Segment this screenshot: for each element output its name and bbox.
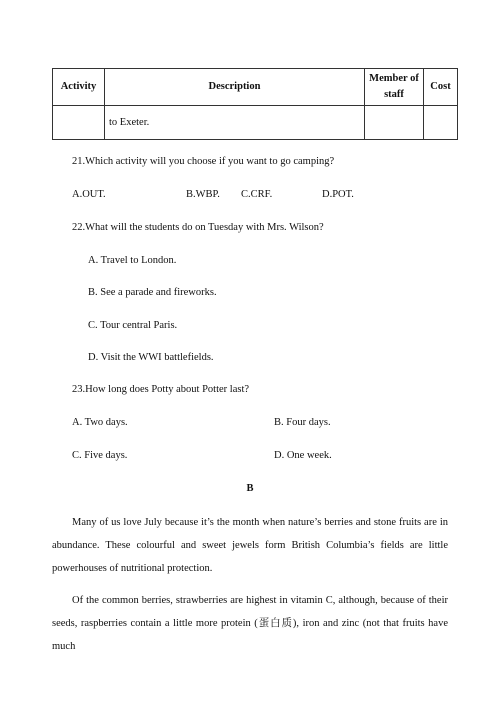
q23-stem: 23.How long does Potty about Potter last? [72,384,250,395]
q21-option-d: D.POT. [322,189,354,200]
q23-option-d: D. One week. [274,450,332,461]
q21-option-b: B.WBP. [186,189,220,200]
section-b-paragraph-1: Many of us love July because it’s the month when nature’s berries and stone fruits are in abundance. These colourful and sweet jewels form British Columbia’s fields are little powerhouses of nutritional protection. [52,517,448,574]
q21-option-c: C.CRF. [241,189,273,200]
q23-option-b: B. Four days. [274,417,331,428]
header-cost: Cost [424,69,458,106]
q22-option-c: C. Tour central Paris. [88,320,178,331]
q22-option-b: B. See a parade and fireworks. [88,287,217,298]
cell-cost [424,106,458,140]
header-member-of-staff: Member of staff [365,69,424,106]
activity-table [52,68,458,140]
q21-option-a: A.OUT. [72,189,106,200]
header-description: Description [105,69,365,106]
table-row [53,106,458,140]
cell-staff [365,106,424,140]
q23-option-c: C. Five days. [72,450,128,461]
table-header-row [53,69,458,106]
cell-activity [53,106,105,140]
q22-stem: 22.What will the students do on Tuesday with Mrs. Wilson? [72,222,324,233]
q21-stem: 21.Which activity will you choose if you want to go camping? [72,156,335,167]
q22-option-d: D. Visit the WWI battlefields. [88,352,214,363]
cell-description: to Exeter. [105,106,365,140]
q22-option-a: A. Travel to London. [88,255,177,266]
q23-option-a: A. Two days. [72,417,128,428]
section-b-paragraph-2: Of the common berries, strawberries are highest in vitamin C, although, because of their seeds, raspberries contain a little more protein (蛋白质), iron and zinc (not that fruits have much [52,595,448,652]
header-activity: Activity [53,69,105,106]
section-b-heading: B [246,483,254,494]
